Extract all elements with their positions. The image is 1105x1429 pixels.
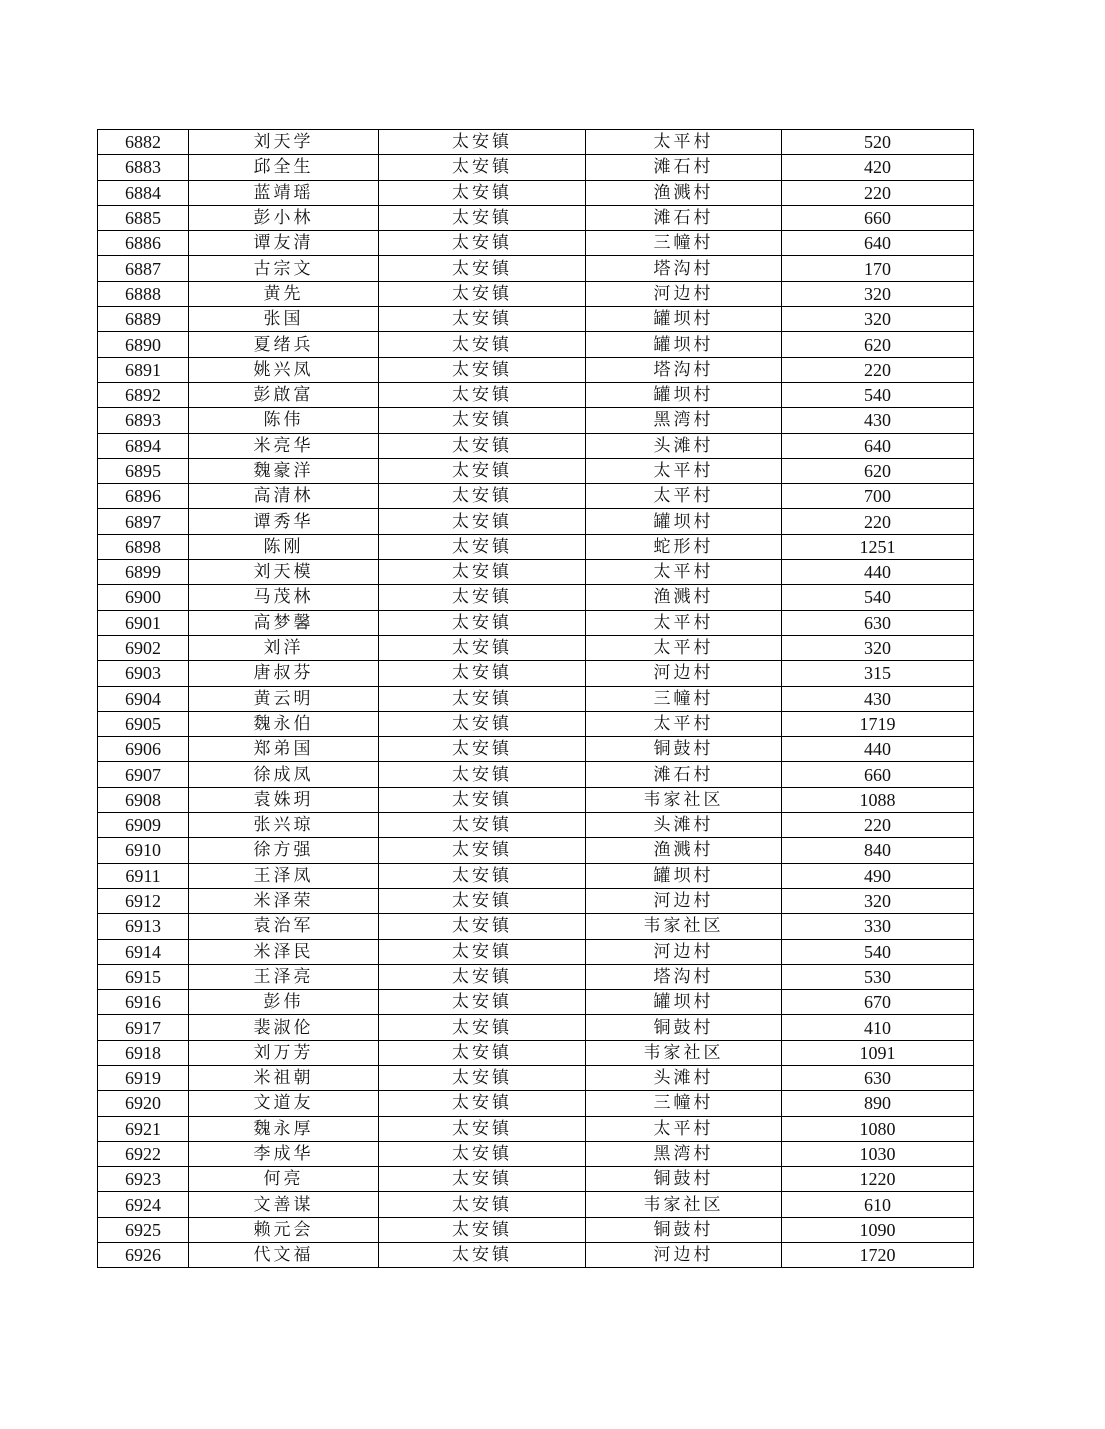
amount-cell: 1720	[782, 1243, 974, 1268]
village-cell: 铜鼓村	[586, 1167, 782, 1192]
row-number-cell: 6921	[98, 1116, 189, 1141]
row-number-cell: 6900	[98, 585, 189, 610]
row-number-cell: 6903	[98, 661, 189, 686]
row-number-cell: 6887	[98, 256, 189, 281]
amount-cell: 520	[782, 130, 974, 155]
village-cell: 罐坝村	[586, 382, 782, 407]
town-cell: 太安镇	[379, 990, 586, 1015]
amount-cell: 490	[782, 863, 974, 888]
person-name-cell: 黄先	[189, 281, 379, 306]
village-cell: 太平村	[586, 711, 782, 736]
table-row	[98, 863, 974, 888]
row-number-cell: 6915	[98, 964, 189, 989]
row-number-cell: 6882	[98, 130, 189, 155]
amount-cell: 1220	[782, 1167, 974, 1192]
town-cell: 太安镇	[379, 534, 586, 559]
table-row	[98, 1243, 974, 1268]
person-name-cell: 刘洋	[189, 635, 379, 660]
table-row	[98, 1192, 974, 1217]
village-cell: 头滩村	[586, 813, 782, 838]
table-row	[98, 560, 974, 585]
person-name-cell: 文善谋	[189, 1192, 379, 1217]
amount-cell: 840	[782, 838, 974, 863]
table-row	[98, 787, 974, 812]
village-cell: 韦家社区	[586, 1040, 782, 1065]
village-cell: 三幢村	[586, 231, 782, 256]
row-number-cell: 6901	[98, 610, 189, 635]
row-number-cell: 6896	[98, 484, 189, 509]
person-name-cell: 魏永厚	[189, 1116, 379, 1141]
amount-cell: 540	[782, 939, 974, 964]
row-number-cell: 6908	[98, 787, 189, 812]
row-number-cell: 6907	[98, 762, 189, 787]
row-number-cell: 6905	[98, 711, 189, 736]
amount-cell: 1251	[782, 534, 974, 559]
row-number-cell: 6897	[98, 509, 189, 534]
amount-cell: 420	[782, 155, 974, 180]
town-cell: 太安镇	[379, 509, 586, 534]
table-row	[98, 382, 974, 407]
town-cell: 太安镇	[379, 560, 586, 585]
town-cell: 太安镇	[379, 1015, 586, 1040]
amount-cell: 220	[782, 509, 974, 534]
village-cell: 罐坝村	[586, 332, 782, 357]
town-cell: 太安镇	[379, 332, 586, 357]
amount-cell: 320	[782, 307, 974, 332]
town-cell: 太安镇	[379, 964, 586, 989]
village-cell: 太平村	[586, 610, 782, 635]
town-cell: 太安镇	[379, 1040, 586, 1065]
amount-cell: 1719	[782, 711, 974, 736]
table-row	[98, 1217, 974, 1242]
table-row	[98, 408, 974, 433]
table-row	[98, 838, 974, 863]
person-name-cell: 李成华	[189, 1141, 379, 1166]
village-cell: 滩石村	[586, 762, 782, 787]
town-cell: 太安镇	[379, 686, 586, 711]
town-cell: 太安镇	[379, 382, 586, 407]
table-row	[98, 307, 974, 332]
town-cell: 太安镇	[379, 1141, 586, 1166]
village-cell: 蛇形村	[586, 534, 782, 559]
amount-cell: 320	[782, 635, 974, 660]
row-number-cell: 6884	[98, 180, 189, 205]
town-cell: 太安镇	[379, 281, 586, 306]
amount-cell: 530	[782, 964, 974, 989]
person-name-cell: 蓝靖瑶	[189, 180, 379, 205]
village-cell: 渔溅村	[586, 585, 782, 610]
person-name-cell: 高清林	[189, 484, 379, 509]
table-row	[98, 433, 974, 458]
town-cell: 太安镇	[379, 458, 586, 483]
town-cell: 太安镇	[379, 357, 586, 382]
table-row	[98, 534, 974, 559]
village-cell: 塔沟村	[586, 964, 782, 989]
row-number-cell: 6894	[98, 433, 189, 458]
person-name-cell: 米亮华	[189, 433, 379, 458]
table-body	[98, 130, 974, 1268]
row-number-cell: 6911	[98, 863, 189, 888]
row-number-cell: 6904	[98, 686, 189, 711]
village-cell: 太平村	[586, 1116, 782, 1141]
amount-cell: 640	[782, 433, 974, 458]
person-name-cell: 马茂林	[189, 585, 379, 610]
amount-cell: 410	[782, 1015, 974, 1040]
village-cell: 河边村	[586, 281, 782, 306]
person-name-cell: 夏绪兵	[189, 332, 379, 357]
person-name-cell: 袁姝玥	[189, 787, 379, 812]
table-row	[98, 1015, 974, 1040]
person-name-cell: 刘天模	[189, 560, 379, 585]
table-row	[98, 231, 974, 256]
village-cell: 铜鼓村	[586, 1217, 782, 1242]
table-row	[98, 1091, 974, 1116]
table-row	[98, 914, 974, 939]
table-row	[98, 635, 974, 660]
town-cell: 太安镇	[379, 408, 586, 433]
town-cell: 太安镇	[379, 433, 586, 458]
person-name-cell: 彭小林	[189, 205, 379, 230]
village-cell: 韦家社区	[586, 914, 782, 939]
person-name-cell: 魏豪洋	[189, 458, 379, 483]
row-number-cell: 6888	[98, 281, 189, 306]
table-row	[98, 990, 974, 1015]
amount-cell: 220	[782, 813, 974, 838]
row-number-cell: 6914	[98, 939, 189, 964]
town-cell: 太安镇	[379, 231, 586, 256]
town-cell: 太安镇	[379, 939, 586, 964]
town-cell: 太安镇	[379, 787, 586, 812]
amount-cell: 1080	[782, 1116, 974, 1141]
table-row	[98, 686, 974, 711]
row-number-cell: 6922	[98, 1141, 189, 1166]
town-cell: 太安镇	[379, 1091, 586, 1116]
row-number-cell: 6895	[98, 458, 189, 483]
table-row	[98, 357, 974, 382]
row-number-cell: 6919	[98, 1065, 189, 1090]
person-name-cell: 张兴琼	[189, 813, 379, 838]
table-row	[98, 888, 974, 913]
row-number-cell: 6893	[98, 408, 189, 433]
village-cell: 罐坝村	[586, 307, 782, 332]
amount-cell: 220	[782, 180, 974, 205]
village-cell: 韦家社区	[586, 787, 782, 812]
village-cell: 黑湾村	[586, 1141, 782, 1166]
table-row	[98, 711, 974, 736]
village-cell: 韦家社区	[586, 1192, 782, 1217]
person-name-cell: 魏永伯	[189, 711, 379, 736]
person-name-cell: 谭秀华	[189, 509, 379, 534]
village-cell: 渔溅村	[586, 180, 782, 205]
row-number-cell: 6886	[98, 231, 189, 256]
village-cell: 罐坝村	[586, 863, 782, 888]
person-name-cell: 刘万芳	[189, 1040, 379, 1065]
town-cell: 太安镇	[379, 661, 586, 686]
town-cell: 太安镇	[379, 610, 586, 635]
village-cell: 太平村	[586, 458, 782, 483]
table-row	[98, 281, 974, 306]
village-cell: 滩石村	[586, 155, 782, 180]
person-name-cell: 邱全生	[189, 155, 379, 180]
village-cell: 太平村	[586, 635, 782, 660]
village-cell: 三幢村	[586, 686, 782, 711]
person-name-cell: 米泽民	[189, 939, 379, 964]
town-cell: 太安镇	[379, 1116, 586, 1141]
village-cell: 河边村	[586, 661, 782, 686]
village-cell: 罐坝村	[586, 990, 782, 1015]
person-name-cell: 陈刚	[189, 534, 379, 559]
amount-cell: 540	[782, 585, 974, 610]
row-number-cell: 6910	[98, 838, 189, 863]
table-row	[98, 964, 974, 989]
amount-cell: 640	[782, 231, 974, 256]
amount-cell: 430	[782, 408, 974, 433]
person-name-cell: 代文福	[189, 1243, 379, 1268]
table-row	[98, 661, 974, 686]
table-row	[98, 1141, 974, 1166]
row-number-cell: 6918	[98, 1040, 189, 1065]
village-cell: 河边村	[586, 1243, 782, 1268]
village-cell: 太平村	[586, 484, 782, 509]
person-name-cell: 裴淑伦	[189, 1015, 379, 1040]
table-row	[98, 256, 974, 281]
table-row	[98, 509, 974, 534]
village-cell: 三幢村	[586, 1091, 782, 1116]
person-name-cell: 姚兴凤	[189, 357, 379, 382]
town-cell: 太安镇	[379, 1243, 586, 1268]
person-name-cell: 彭啟富	[189, 382, 379, 407]
person-name-cell: 王泽凤	[189, 863, 379, 888]
table-row	[98, 939, 974, 964]
village-cell: 塔沟村	[586, 256, 782, 281]
person-name-cell: 米泽荣	[189, 888, 379, 913]
row-number-cell: 6926	[98, 1243, 189, 1268]
town-cell: 太安镇	[379, 838, 586, 863]
row-number-cell: 6891	[98, 357, 189, 382]
person-name-cell: 谭友清	[189, 231, 379, 256]
row-number-cell: 6924	[98, 1192, 189, 1217]
table-row	[98, 737, 974, 762]
amount-cell: 620	[782, 332, 974, 357]
row-number-cell: 6885	[98, 205, 189, 230]
town-cell: 太安镇	[379, 1217, 586, 1242]
town-cell: 太安镇	[379, 888, 586, 913]
table-row	[98, 1040, 974, 1065]
row-number-cell: 6898	[98, 534, 189, 559]
person-name-cell: 黄云明	[189, 686, 379, 711]
town-cell: 太安镇	[379, 1167, 586, 1192]
person-name-cell: 唐叔芬	[189, 661, 379, 686]
row-number-cell: 6912	[98, 888, 189, 913]
amount-cell: 630	[782, 1065, 974, 1090]
records-table	[97, 129, 974, 1268]
row-number-cell: 6890	[98, 332, 189, 357]
town-cell: 太安镇	[379, 256, 586, 281]
town-cell: 太安镇	[379, 711, 586, 736]
person-name-cell: 何亮	[189, 1167, 379, 1192]
town-cell: 太安镇	[379, 635, 586, 660]
village-cell: 黑湾村	[586, 408, 782, 433]
table-row	[98, 458, 974, 483]
village-cell: 太平村	[586, 560, 782, 585]
village-cell: 太平村	[586, 130, 782, 155]
person-name-cell: 徐方强	[189, 838, 379, 863]
person-name-cell: 袁治军	[189, 914, 379, 939]
person-name-cell: 米祖朝	[189, 1065, 379, 1090]
village-cell: 河边村	[586, 888, 782, 913]
person-name-cell: 高梦馨	[189, 610, 379, 635]
table-row	[98, 180, 974, 205]
row-number-cell: 6906	[98, 737, 189, 762]
village-cell: 头滩村	[586, 1065, 782, 1090]
village-cell: 塔沟村	[586, 357, 782, 382]
amount-cell: 220	[782, 357, 974, 382]
row-number-cell: 6916	[98, 990, 189, 1015]
person-name-cell: 文道友	[189, 1091, 379, 1116]
village-cell: 铜鼓村	[586, 737, 782, 762]
amount-cell: 630	[782, 610, 974, 635]
town-cell: 太安镇	[379, 1192, 586, 1217]
table-row	[98, 155, 974, 180]
person-name-cell: 徐成凤	[189, 762, 379, 787]
amount-cell: 1030	[782, 1141, 974, 1166]
table-row	[98, 610, 974, 635]
amount-cell: 320	[782, 281, 974, 306]
person-name-cell: 郑弟国	[189, 737, 379, 762]
row-number-cell: 6913	[98, 914, 189, 939]
row-number-cell: 6899	[98, 560, 189, 585]
amount-cell: 660	[782, 205, 974, 230]
amount-cell: 610	[782, 1192, 974, 1217]
person-name-cell: 张国	[189, 307, 379, 332]
amount-cell: 1090	[782, 1217, 974, 1242]
table-row	[98, 1116, 974, 1141]
row-number-cell: 6923	[98, 1167, 189, 1192]
town-cell: 太安镇	[379, 155, 586, 180]
town-cell: 太安镇	[379, 863, 586, 888]
amount-cell: 660	[782, 762, 974, 787]
amount-cell: 440	[782, 737, 974, 762]
town-cell: 太安镇	[379, 762, 586, 787]
row-number-cell: 6920	[98, 1091, 189, 1116]
village-cell: 罐坝村	[586, 509, 782, 534]
amount-cell: 670	[782, 990, 974, 1015]
table-row	[98, 762, 974, 787]
amount-cell: 315	[782, 661, 974, 686]
table-row	[98, 585, 974, 610]
person-name-cell: 赖元会	[189, 1217, 379, 1242]
person-name-cell: 彭伟	[189, 990, 379, 1015]
table-row	[98, 813, 974, 838]
table-row	[98, 130, 974, 155]
amount-cell: 890	[782, 1091, 974, 1116]
person-name-cell: 王泽亮	[189, 964, 379, 989]
amount-cell: 620	[782, 458, 974, 483]
village-cell: 渔溅村	[586, 838, 782, 863]
person-name-cell: 陈伟	[189, 408, 379, 433]
town-cell: 太安镇	[379, 130, 586, 155]
person-name-cell: 刘天学	[189, 130, 379, 155]
village-cell: 滩石村	[586, 205, 782, 230]
town-cell: 太安镇	[379, 813, 586, 838]
village-cell: 河边村	[586, 939, 782, 964]
amount-cell: 320	[782, 888, 974, 913]
table-row	[98, 1065, 974, 1090]
village-cell: 铜鼓村	[586, 1015, 782, 1040]
town-cell: 太安镇	[379, 914, 586, 939]
town-cell: 太安镇	[379, 205, 586, 230]
row-number-cell: 6925	[98, 1217, 189, 1242]
town-cell: 太安镇	[379, 737, 586, 762]
amount-cell: 330	[782, 914, 974, 939]
town-cell: 太安镇	[379, 484, 586, 509]
town-cell: 太安镇	[379, 585, 586, 610]
row-number-cell: 6883	[98, 155, 189, 180]
table-row	[98, 484, 974, 509]
town-cell: 太安镇	[379, 1065, 586, 1090]
table-row	[98, 205, 974, 230]
row-number-cell: 6889	[98, 307, 189, 332]
village-cell: 头滩村	[586, 433, 782, 458]
town-cell: 太安镇	[379, 307, 586, 332]
amount-cell: 540	[782, 382, 974, 407]
amount-cell: 440	[782, 560, 974, 585]
amount-cell: 700	[782, 484, 974, 509]
table-row	[98, 1167, 974, 1192]
table-row	[98, 332, 974, 357]
row-number-cell: 6902	[98, 635, 189, 660]
town-cell: 太安镇	[379, 180, 586, 205]
row-number-cell: 6909	[98, 813, 189, 838]
person-name-cell: 古宗文	[189, 256, 379, 281]
amount-cell: 1088	[782, 787, 974, 812]
row-number-cell: 6917	[98, 1015, 189, 1040]
amount-cell: 170	[782, 256, 974, 281]
amount-cell: 430	[782, 686, 974, 711]
row-number-cell: 6892	[98, 382, 189, 407]
amount-cell: 1091	[782, 1040, 974, 1065]
